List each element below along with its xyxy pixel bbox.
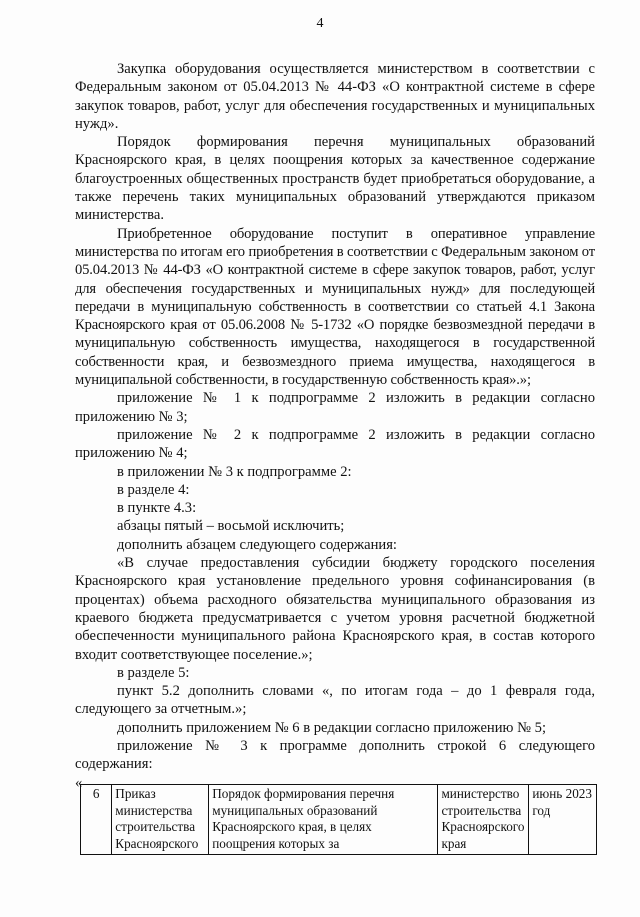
paragraph: Приобретенное оборудование поступит в оперативное управление министерства по итогам его приобретения в соответствии с Федеральным законом от 05.04.2013 № 44-ФЗ «О контрактной системе в сфере закупок товаров, работ, услуг для обеспечения государственных и муниципальных нужд» для последующей передачи в муниципальную собственность в соответствии со статьей 4.1 Закона Красноярского края от 05.06.2008 № 5-1732 «О порядке безвозмездной передачи в муниципальную собственность имущества, находящегося в государственной собственности края, и безвозмездного приема имущества, находящегося в муниципальной собственности, в государственную собственность края».»;	[75, 225, 595, 389]
quoted-paragraph: «В случае предоставления субсидии бюджету городского поселения Красноярского края установление предельного уровня софинансирования (в процентах) объема расходного обязательства муниципального образования из краевого бюджета предусматривается с учетом уровня расчетной бюджетной обеспеченности муниципального района Красноярского края, в состав которого входит соответствующее поселение.»;	[75, 555, 595, 663]
cell-text: края	[441, 835, 467, 851]
row-number: 6	[92, 786, 100, 801]
appendix-table	[80, 784, 597, 855]
cell-text: министерство	[441, 786, 520, 801]
paragraph: Закупка оборудования осуществляется министерством в соответствии с Федеральным законом от 05.04.2013 № 44-ФЗ «О контрактной системе в сфере закупок товаров, работ, услуг для обеспечения государственных и муниципальных нужд».	[75, 61, 595, 132]
table-row	[81, 785, 597, 855]
row-number-cell	[81, 785, 112, 855]
paragraph: в пункте 4.3:	[117, 500, 197, 517]
cell-text: Красноярского	[441, 819, 525, 834]
description-cell	[209, 785, 438, 855]
paragraph: в приложении № 3 к подпрограмме 2:	[117, 463, 352, 480]
paragraph: Порядок формирования перечня муниципальных образований Красноярского края, в целях поощрения которых за качественное содержание благоустроенных общественных пространств будет приобретаться оборудование, а также перечень таких муниципальных образований утверждаются приказом министерства.	[75, 134, 595, 224]
paragraph: приложение № 3 к программе дополнить строкой 6 следующего содержания:	[75, 737, 595, 773]
cell-text: поощрения которых за	[212, 835, 340, 851]
cell-text: строительства	[115, 819, 196, 834]
paragraph: дополнить абзацем следующего содержания:	[117, 536, 397, 553]
document-body	[75, 60, 595, 792]
paragraph: абзацы пятый – восьмой исключить;	[117, 518, 345, 535]
executor-cell	[438, 785, 529, 855]
cell-text: июнь 2023	[532, 786, 592, 801]
paragraph: приложение № 1 к подпрограмме 2 изложить в редакции согласно приложению № 3;	[75, 390, 595, 425]
page-number: 4	[316, 16, 324, 31]
paragraph: дополнить приложением № 6 в редакции согласно приложению № 5;	[117, 719, 547, 736]
cell-text: Порядок формирования перечня	[212, 786, 395, 801]
cell-text: Красноярского	[115, 835, 199, 851]
paragraph: пункт 5.2 дополнить словами «, по итогам года – до 1 февраля года, следующего за отчетным.»;	[75, 683, 595, 718]
paragraph: в разделе 5:	[117, 664, 190, 681]
cell-text: Приказ	[115, 786, 156, 801]
cell-text: год	[532, 802, 551, 818]
cell-text: Красноярского края, в целях	[212, 819, 372, 834]
cell-text: муниципальных образований	[212, 802, 378, 818]
paragraph: в разделе 4:	[117, 481, 190, 498]
document-cell	[112, 785, 209, 855]
paragraph: приложение № 2 к подпрограмме 2 изложить в редакции согласно приложению № 4;	[75, 426, 595, 462]
cell-text: министерства	[115, 802, 193, 818]
opening-quote-mark: «	[75, 774, 83, 791]
date-cell	[529, 785, 597, 855]
cell-text: строительства	[441, 802, 522, 818]
